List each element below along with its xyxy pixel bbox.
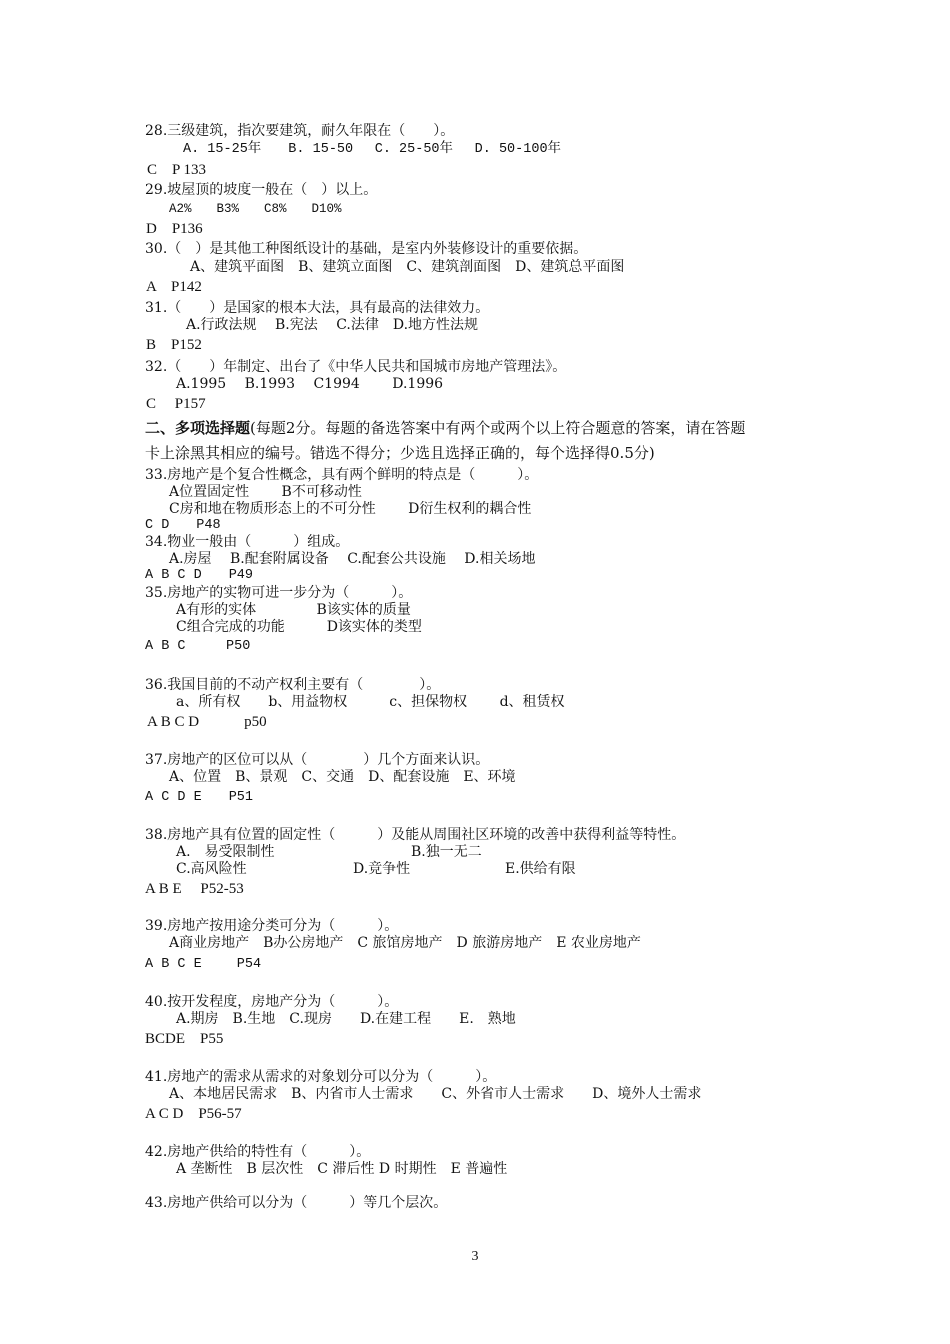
page-number: 3 — [471, 1249, 479, 1264]
question-41: 41.房地产的需求从需求的对象划分可以分为（ ）。 — [145, 1069, 497, 1085]
options-40: A.期房 B.生地 C.现房 D.在建工程 E. 熟地 — [176, 1011, 516, 1027]
answer-39: A B C E P54 — [145, 957, 262, 972]
answer-28: C P 133 — [147, 162, 207, 178]
answer-35: A B C P50 — [145, 639, 251, 654]
options-39: A商业房地产 B办公房地产 C 旅馆房地产 D 旅游房地产 E 农业房地产 — [169, 935, 641, 951]
option-38-a: A. 易受限制性 — [176, 844, 275, 860]
options-31: A.行政法规 B.宪法 C.法律 D.地方性法规 — [186, 317, 479, 333]
question-32: 32.（ ）年制定、出台了《中华人民共和国城市房地产管理法》。 — [145, 359, 567, 375]
options-41: A、本地居民需求 B、内省市人士需求 C、外省市人士需求 D、境外人士需求 — [169, 1086, 702, 1102]
question-35: 35.房地产的实物可进一步分为（ ）。 — [145, 585, 413, 601]
option-38-d: D.竞争性 — [353, 861, 411, 877]
answer-31: B P152 — [146, 337, 202, 353]
answer-34: A B C D P49 — [145, 568, 254, 583]
answer-30: A P142 — [146, 279, 202, 295]
question-39: 39.房地产按用途分类可分为（ ）。 — [145, 918, 399, 934]
question-40: 40.按开发程度，房地产分为（ ）。 — [145, 994, 399, 1010]
options-28: A. 15-25年 B. 15-50 C. 25-50年 D. 50-100年 — [183, 142, 562, 157]
options-35-a: A有形的实体 B该实体的质量 — [176, 602, 411, 618]
question-38: 38.房地产具有位置的固定性（ ）及能从周围社区环境的改善中获得利益等特性。 — [145, 827, 686, 843]
question-42: 42.房地产供给的特性有（ ）。 — [145, 1144, 371, 1160]
question-43: 43.房地产供给可以分为（ ）等几个层次。 — [145, 1195, 448, 1211]
answer-36: A B C D p50 — [147, 714, 267, 730]
option-38-c: C.高风险性 — [176, 861, 247, 877]
section-note-continued: 卡上涂黑其相应的编号。错选不得分；少选且选择正确的，每个选择得0.5分) — [145, 444, 655, 462]
option-38-e: E.供给有限 — [505, 861, 576, 877]
options-33-b: C房和地在物质形态上的不可分性 D衍生权利的耦合性 — [169, 501, 532, 517]
option-38-b: B.独一无二 — [411, 844, 482, 860]
question-31: 31.（ ）是国家的根本大法，具有最高的法律效力。 — [145, 300, 490, 316]
options-30: A、建筑平面图 B、建筑立面图 C、建筑剖面图 D、建筑总平面图 — [190, 259, 625, 275]
answer-40: BCDE P55 — [145, 1031, 224, 1047]
question-29: 29.坡屋顶的坡度一般在（ ）以上。 — [145, 182, 378, 198]
question-28: 28.三级建筑，指次要建筑，耐久年限在（ ）。 — [145, 123, 455, 139]
options-35-b: C组合完成的功能 D该实体的类型 — [176, 619, 422, 635]
section-title: 二、多项选择题 — [145, 419, 251, 437]
options-34: A.房屋 B.配套附属设备 C.配套公共设施 D.相关场地 — [169, 551, 536, 567]
question-33: 33.房地产是个复合性概念，具有两个鲜明的特点是（ ）。 — [145, 467, 539, 483]
answer-29: D P136 — [146, 221, 203, 237]
answer-37: A C D E P51 — [145, 790, 254, 805]
answer-33: C D P48 — [145, 518, 221, 533]
section-note: (每题2分。每题的备选答案中有两个或两个以上符合题意的答案，请在答题 — [250, 419, 746, 437]
question-34: 34.物业一般由（ ）组成。 — [145, 534, 350, 550]
question-37: 37.房地产的区位可以从（ ）几个方面来认识。 — [145, 752, 490, 768]
options-32: A.1995 B.1993 C1994 D.1996 — [176, 376, 444, 392]
answer-38: A B E P52-53 — [145, 881, 244, 897]
answer-32: C P157 — [146, 396, 206, 412]
options-36: a、所有权 b、用益物权 c、担保物权 d、租赁权 — [176, 694, 565, 710]
options-42: A 垄断性 B 层次性 C 滞后性 D 时期性 E 普遍性 — [176, 1161, 508, 1177]
question-30: 30.（ ）是其他工种图纸设计的基础，是室内外装修设计的重要依据。 — [145, 241, 588, 257]
options-37: A、位置 B、景观 C、交通 D、配套设施 E、环境 — [169, 769, 516, 785]
options-33-a: A位置固定性 B不可移动性 — [169, 484, 362, 500]
question-36: 36.我国目前的不动产权利主要有（ ）。 — [145, 677, 441, 693]
options-29: A2% B3% C8% D10% — [169, 202, 342, 216]
answer-41: A C D P56-57 — [145, 1106, 242, 1122]
section-heading — [145, 420, 745, 436]
